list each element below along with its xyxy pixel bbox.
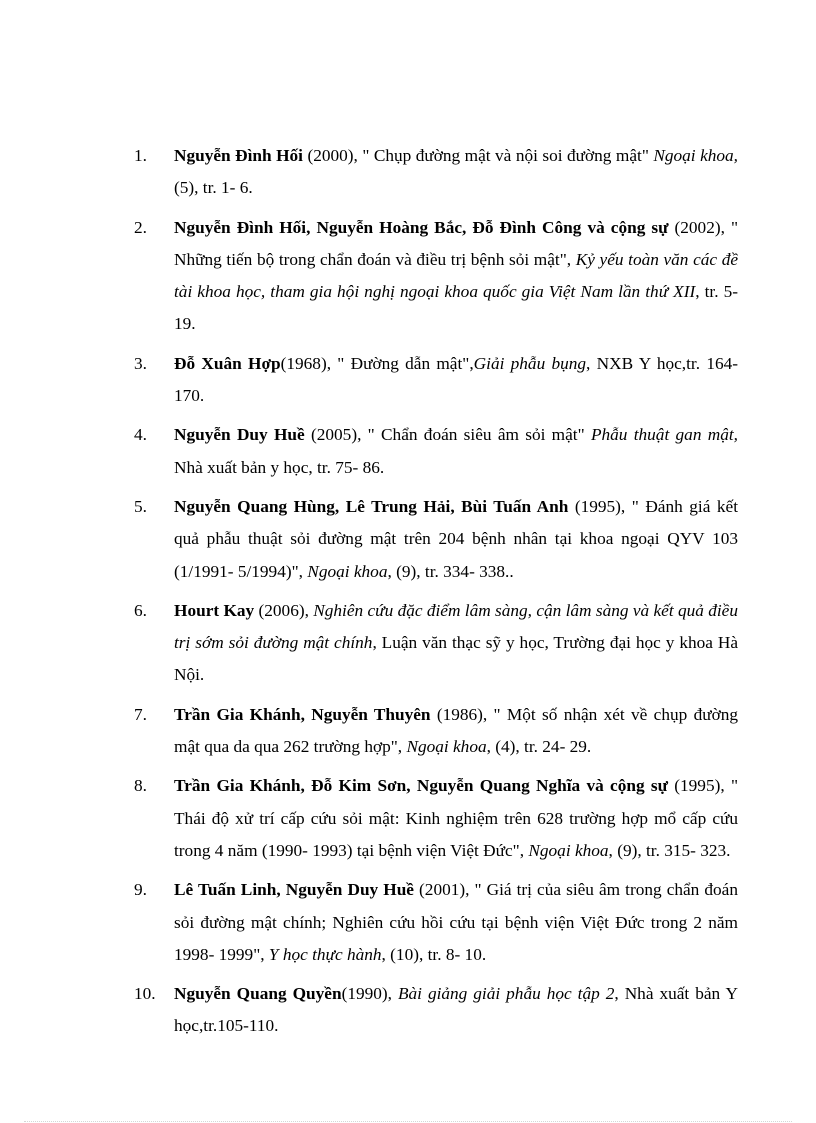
reference-text bbox=[174, 699, 738, 764]
reference-item bbox=[134, 491, 738, 588]
reference-item bbox=[134, 348, 738, 413]
reference-item bbox=[134, 978, 738, 1043]
reference-detail: (1995), " Đánh giá kết quả phẫu thuật sỏi đường mật trên 204 bệnh nhân tại khoa ngoại QYV 103 (1/1991- 5/1994)", bbox=[174, 496, 738, 581]
reference-number: 8. bbox=[134, 776, 147, 796]
reference-detail: (1990), bbox=[341, 984, 398, 1004]
reference-detail: (2005), " Chẩn đoán siêu âm sỏi mật" bbox=[304, 425, 591, 445]
reference-authors: Hourt Kay bbox=[174, 600, 255, 620]
reference-detail: (1968), " Đường dẫn mật", bbox=[280, 353, 474, 373]
reference-source-title: Ngoại khoa, bbox=[653, 146, 738, 165]
reference-detail: (2006), bbox=[254, 600, 314, 620]
reference-source-title: Phẫu thuật gan mật, bbox=[590, 425, 739, 445]
reference-source-title: Ngoại khoa bbox=[307, 561, 388, 581]
reference-item bbox=[134, 419, 738, 484]
reference-authors: Trần Gia Khánh, Đỗ Kim Sơn, Nguyễn Quang Nghĩa và cộng sự bbox=[174, 776, 668, 796]
reference-source-title: Bài giảng giải phẫu học tập 2 bbox=[397, 984, 615, 1004]
reference-detail: , Nhà xuất bản Y học,tr.105-110. bbox=[174, 984, 739, 1036]
reference-detail: , Luận văn thạc sỹ y học, Trường đại học y khoa Hà Nội. bbox=[174, 633, 738, 685]
reference-item bbox=[134, 874, 738, 971]
reference-item bbox=[134, 212, 738, 341]
reference-source-title: Giải phẫu bụng bbox=[473, 353, 587, 373]
reference-authors: Trần Gia Khánh, Nguyễn Thuyên bbox=[174, 704, 431, 724]
reference-detail: , (9), tr. 334- 338.. bbox=[387, 561, 514, 581]
reference-detail: (5), tr. 1- 6. bbox=[174, 178, 253, 198]
reference-detail: (1986), " Một số nhận xét về chụp đường mật qua da qua 262 trường hợp", bbox=[174, 704, 738, 757]
reference-detail: , tr. 5- 19. bbox=[174, 282, 739, 334]
reference-text bbox=[174, 212, 738, 341]
reference-authors: Đỗ Xuân Hợp bbox=[174, 353, 281, 373]
reference-number: 9. bbox=[134, 880, 147, 900]
reference-text bbox=[174, 770, 738, 867]
reference-number: 1. bbox=[134, 146, 147, 165]
reference-item bbox=[134, 595, 738, 692]
reference-authors: Nguyễn Đình Hối bbox=[174, 146, 303, 165]
reference-detail: (2001), " Giá trị của siêu âm trong chẩn đoán sỏi đường mật chính; Nghiên cứu hồi cứu tại bệnh viện Việt Đức trong 2 năm 1998- 1999", bbox=[174, 880, 738, 964]
reference-text bbox=[174, 140, 738, 205]
reference-number: 6. bbox=[134, 600, 147, 620]
reference-text bbox=[174, 978, 738, 1043]
reference-text bbox=[174, 874, 738, 971]
reference-source-title: Ngoại khoa bbox=[406, 737, 487, 757]
reference-detail: (2000), " Chụp đường mật và nội soi đường mật" bbox=[302, 146, 654, 165]
reference-text bbox=[174, 419, 738, 484]
reference-number: 10. bbox=[134, 984, 156, 1004]
reference-authors: Nguyễn Quang Quyền bbox=[174, 984, 342, 1004]
reference-authors: Nguyễn Quang Hùng, Lê Trung Hải, Bùi Tuấn Anh bbox=[174, 496, 569, 516]
reference-detail: (1995), " Thái độ xử trí cấp cứu sỏi mật: Kinh nghiệm trên 628 trường hợp mổ cấp cứu trong 4 năm (1990- 1993) tại bệnh viện Việt Đức", bbox=[174, 776, 738, 860]
reference-source-title: Ngoại khoa bbox=[528, 840, 609, 860]
reference-item bbox=[134, 770, 738, 867]
reference-source-title: Nghiên cứu đặc điểm lâm sàng, cận lâm sàng và kết quả điều trị sớm sỏi đường mật chính bbox=[174, 600, 738, 653]
reference-text bbox=[174, 595, 738, 692]
reference-source-title: Kỷ yếu toàn văn các đề tài khoa học, tham gia hội nghị ngoại khoa quốc gia Việt Nam lần thứ XII bbox=[174, 249, 739, 302]
reference-number: 5. bbox=[134, 496, 147, 516]
reference-number: 2. bbox=[134, 217, 147, 237]
reference-number: 3. bbox=[134, 353, 147, 373]
reference-source-title: Y học thực hành bbox=[268, 944, 382, 964]
reference-text bbox=[174, 348, 738, 413]
reference-detail: , (9), tr. 315- 323. bbox=[608, 840, 731, 860]
reference-item bbox=[134, 699, 738, 764]
reference-number: 4. bbox=[134, 425, 147, 445]
reference-detail: Nhà xuất bản y học, tr. 75- 86. bbox=[174, 457, 385, 477]
reference-authors: Nguyễn Duy Huề bbox=[174, 425, 305, 445]
reference-authors: Lê Tuấn Linh, Nguyễn Duy Huề bbox=[174, 880, 414, 900]
reference-list bbox=[134, 140, 738, 1050]
reference-detail: , (4), tr. 24- 29. bbox=[486, 737, 592, 757]
reference-item bbox=[134, 140, 738, 205]
reference-detail: (2002), " Những tiến bộ trong chẩn đoán và điều trị bệnh sỏi mật", bbox=[174, 217, 739, 269]
reference-text bbox=[174, 491, 738, 588]
reference-authors: Nguyễn Đình Hối, Nguyễn Hoàng Bắc, Đỗ Đình Công và cộng sự bbox=[174, 217, 669, 237]
page-bottom-divider bbox=[24, 1121, 792, 1122]
reference-number: 7. bbox=[134, 704, 147, 724]
reference-detail: , (10), tr. 8- 10. bbox=[381, 944, 487, 964]
reference-detail: , NXB Y học,tr. 164-170. bbox=[174, 353, 738, 406]
